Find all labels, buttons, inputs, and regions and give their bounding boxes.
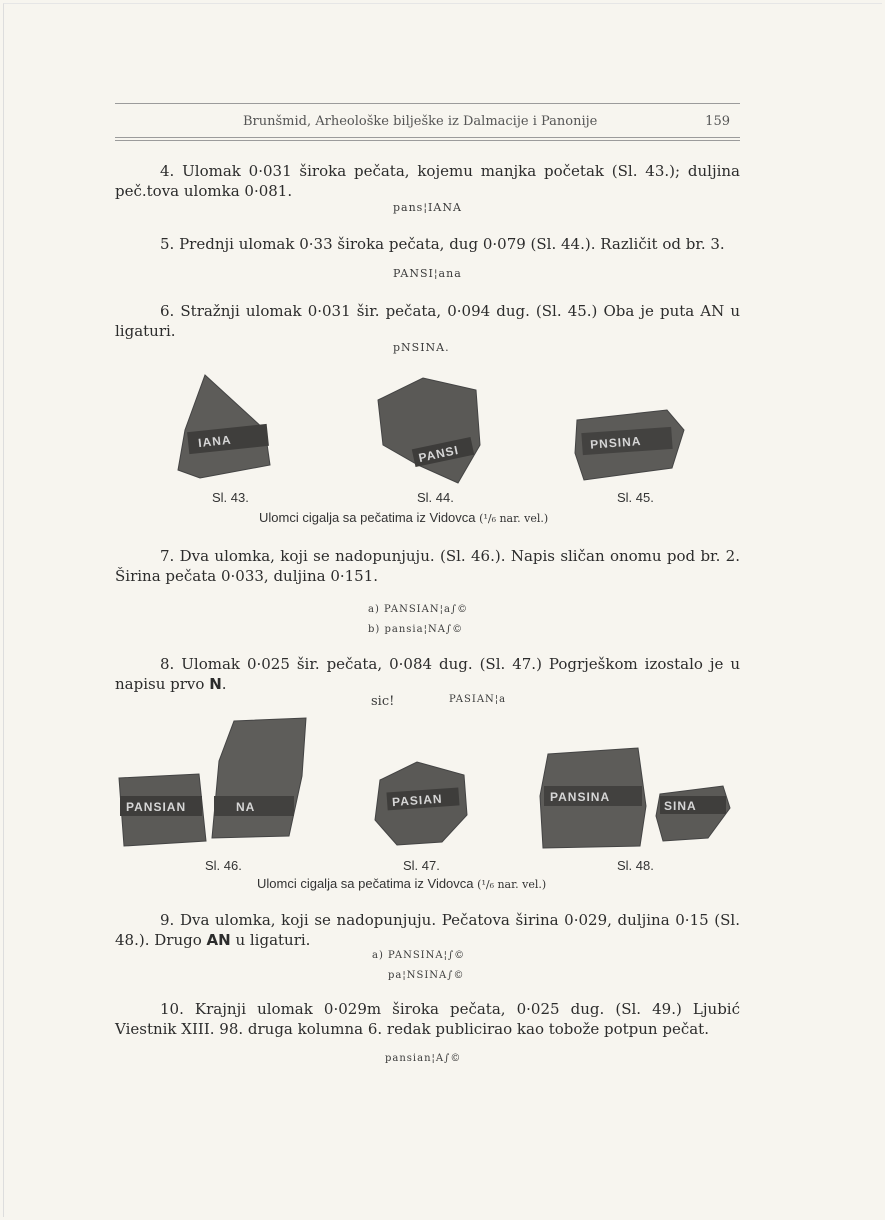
- figure-45-label: Sl. 45.: [617, 490, 654, 505]
- paragraph-9: [115, 910, 740, 950]
- header-rule-1: [115, 137, 740, 138]
- paragraph-8: [115, 654, 740, 694]
- figure-45-stamp: PNSINA: [589, 434, 642, 452]
- figure-48-stamp-b: SINA: [664, 799, 697, 813]
- paragraph-9-bold: AN: [206, 931, 231, 949]
- figure-47-label: Sl. 47.: [403, 858, 440, 873]
- inscription-7a: a) PANSIAN¦a∫©: [368, 604, 469, 615]
- paragraph-5: 5. Prednji ulomak 0·33 široka pečata, dug 0·079 (Sl. 44.). Različit od br. 3.: [160, 235, 725, 253]
- paragraph-8-end: .: [221, 675, 227, 693]
- figure-46-fragments: [114, 716, 309, 851]
- figure-44-label: Sl. 44.: [417, 490, 454, 505]
- header-rule-2: [115, 140, 740, 141]
- header-top-rule: [115, 103, 740, 104]
- inscription-8-sic: sic!: [371, 694, 395, 709]
- paragraph-9-end: u ligaturi.: [230, 931, 311, 949]
- figure-caption-1: [259, 510, 548, 525]
- figure-45-fragment: [572, 408, 687, 486]
- figure-43-stamp: IANA: [197, 432, 233, 451]
- figure-46-label: Sl. 46.: [205, 858, 242, 873]
- figure-47-fragment: [372, 760, 470, 848]
- figure-44-stamp: PANSI: [417, 442, 461, 466]
- figure-47-stamp: PASIAN: [391, 791, 443, 810]
- figure-caption-1-text: Ulomci cigalja sa pečatima iz Vidovca: [259, 510, 476, 525]
- figure-caption-2-scale: (¹/₆ nar. vel.): [477, 878, 547, 891]
- inscription-5: PANSI¦ana: [393, 267, 462, 280]
- figure-44-fragment: [368, 375, 483, 487]
- inscription-6: pNSINA.: [393, 341, 450, 354]
- paragraph-8-bold: N: [209, 675, 222, 693]
- paragraph-6: 6. Stražnji ulomak 0·031 šir. pečata, 0·094 dug. (Sl. 45.) Oba je puta AN u ligaturi.: [115, 302, 740, 340]
- figure-43-fragment: [170, 370, 280, 485]
- figure-43-label: Sl. 43.: [212, 490, 249, 505]
- inscription-9b: pa¦NSINA∫©: [388, 970, 465, 981]
- paragraph-9-text: 9. Dva ulomka, koji se nadopunjuju. Pečatova širina 0·029, duljina 0·15 (Sl. 48.). Drugo: [115, 911, 740, 949]
- inscription-7b: b) pansia¦NA∫©: [368, 624, 464, 635]
- figure-caption-1-scale: (¹/₆ nar. vel.): [479, 512, 549, 525]
- paragraph-4: 4. Ulomak 0·031 široka pečata, kojemu manjka početak (Sl. 43.); duljina peč.tova ulomka 0·081.: [115, 162, 740, 200]
- figure-46-stamp-a: PANSIAN: [126, 800, 187, 814]
- paragraph-7: 7. Dva ulomka, koji se nadopunjuju. (Sl. 46.). Napis sličan onomu pod br. 2. Širina pečata 0·033, duljina 0·151.: [115, 547, 740, 585]
- inscription-8: PASIAN¦a: [449, 694, 507, 705]
- inscription-9a: a) PANSINA¦∫©: [372, 950, 466, 961]
- running-header: [115, 114, 740, 129]
- paragraph-8-text: 8. Ulomak 0·025 šir. pečata, 0·084 dug. (Sl. 47.) Pogrješkom izostalo je u napisu prvo: [115, 655, 740, 693]
- inscription-10: pansian¦A∫©: [385, 1053, 462, 1064]
- figure-46-stamp-b: NA: [236, 800, 256, 814]
- inscription-4: pans¦IANA: [393, 201, 462, 214]
- page-number: 159: [705, 114, 730, 129]
- figure-48-label: Sl. 48.: [617, 858, 654, 873]
- figure-48-stamp-a: PANSINA: [550, 790, 611, 804]
- figure-caption-2: [257, 876, 546, 891]
- figure-48-fragments: [538, 746, 733, 851]
- paragraph-10: 10. Krajnji ulomak 0·029m široka pečata, 0·025 dug. (Sl. 49.) Ljubić Viestnik XIII. 98. druga kolumna 6. redak publicirao kao tobože potpun pečat.: [115, 1000, 740, 1038]
- running-title: Brunšmid, Arheološke bilješke iz Dalmacije i Panonije: [243, 114, 598, 129]
- figure-caption-2-text: Ulomci cigalja sa pečatima iz Vidovca: [257, 876, 474, 891]
